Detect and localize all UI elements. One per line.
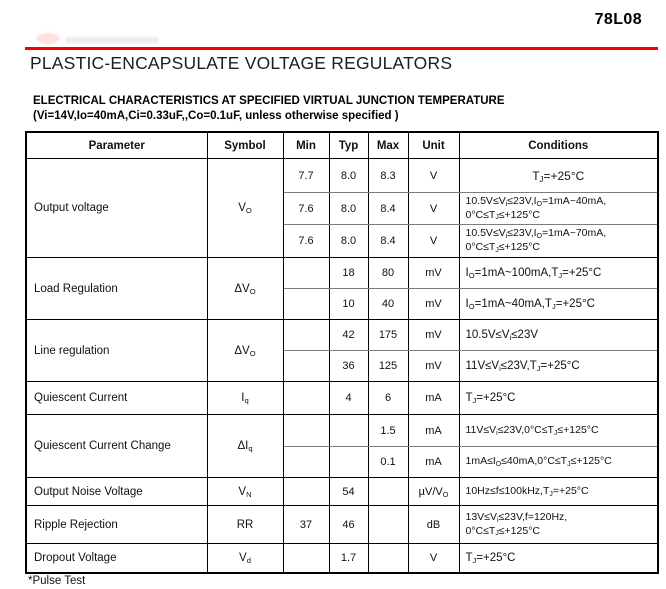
column-header-parameter: Parameter (26, 132, 207, 159)
typ-cell: 18 (329, 258, 368, 289)
min-cell: 7.6 (283, 225, 329, 258)
unit-cell: dB (408, 506, 459, 544)
min-cell (283, 447, 329, 478)
typ-cell: 8.0 (329, 225, 368, 258)
unit-cell: $\mu V/V_O$ (408, 478, 459, 506)
part-number: 78L08 (594, 11, 642, 28)
typ-cell: 8.0 (329, 159, 368, 193)
typ-cell: 54 (329, 478, 368, 506)
column-header-max: Max (368, 132, 408, 159)
conditions-cell: $11V\le V_i\le 23V,0^\circ C\le T_J\le+125^\circ C$ (459, 415, 658, 447)
max-cell: 0.1 (368, 447, 408, 478)
unit-cell: V (408, 544, 459, 573)
parameter-cell: Output Noise Voltage (26, 478, 207, 506)
column-header-unit: Unit (408, 132, 459, 159)
parameter-cell: Dropout Voltage (26, 544, 207, 573)
symbol-cell: $V_d$ (207, 544, 283, 573)
min-cell (283, 289, 329, 320)
parameter-cell: Line regulation (26, 320, 207, 382)
table-row (26, 382, 658, 415)
unit-cell: V (408, 225, 459, 258)
min-cell (283, 478, 329, 506)
unit-cell: mV (408, 258, 459, 289)
unit-cell: mA (408, 382, 459, 415)
min-cell (283, 320, 329, 351)
max-cell (368, 506, 408, 544)
parameter-cell: Ripple Rejection (26, 506, 207, 544)
typ-cell: 1.7 (329, 544, 368, 573)
logo-text-ghost (66, 37, 158, 43)
symbol-cell: $\Delta V_O$ (207, 320, 283, 382)
table-row (26, 506, 658, 544)
typ-cell (329, 415, 368, 447)
conditions-cell: $T_J=+25^\circ C$ (459, 159, 658, 193)
section-subheading: (Vi=14V,Io=40mA,Ci=0.33uF,,Co=0.1uF, unless otherwise specified ) (33, 110, 399, 122)
conditions-cell: $10.5V\le V_i\le 23V,I_O=1mA\sim 40mA$, $0^\circ C\le T_J\le+125^\circ C$ (459, 193, 658, 225)
typ-cell (329, 447, 368, 478)
conditions-cell: $11V\le V_i\le 23V,T_J=+25^\circ C$ (459, 351, 658, 382)
conditions-cell: $10.5V\le V_i\le 23V,I_O=1mA\sim 70mA$, $0^\circ C\le T_J\le+125^\circ C$ (459, 225, 658, 258)
max-cell (368, 478, 408, 506)
column-header-conditions: Conditions (459, 132, 658, 159)
typ-cell: 36 (329, 351, 368, 382)
symbol-cell: $\Delta I_q$ (207, 415, 283, 478)
conditions-cell: $1mA\le I_O\le 40mA,0^\circ C\le T_J\le+125^\circ C$ (459, 447, 658, 478)
typ-cell: 4 (329, 382, 368, 415)
max-cell: 175 (368, 320, 408, 351)
unit-cell: mV (408, 320, 459, 351)
max-cell: 125 (368, 351, 408, 382)
min-cell: 7.7 (283, 159, 329, 193)
logo-mark-icon (36, 33, 60, 44)
max-cell: 40 (368, 289, 408, 320)
max-cell: 8.4 (368, 225, 408, 258)
table-row (26, 478, 658, 506)
unit-cell: V (408, 159, 459, 193)
column-header-typ: Typ (329, 132, 368, 159)
table-row (26, 415, 658, 447)
unit-cell: mV (408, 289, 459, 320)
unit-cell: mA (408, 415, 459, 447)
header-divider-rule (25, 47, 658, 50)
max-cell: 6 (368, 382, 408, 415)
table-row (26, 159, 658, 193)
max-cell: 8.4 (368, 193, 408, 225)
typ-cell: 10 (329, 289, 368, 320)
parameter-cell: Quiescent Current (26, 382, 207, 415)
min-cell: 37 (283, 506, 329, 544)
unit-cell: V (408, 193, 459, 225)
min-cell (283, 351, 329, 382)
conditions-cell: $T_J=+25^\circ C$ (459, 382, 658, 415)
electrical-characteristics-table (25, 131, 659, 574)
pulse-test-footnote: *Pulse Test (28, 575, 86, 587)
min-cell (283, 382, 329, 415)
conditions-cell: $I_O=1mA\sim 100mA,T_J=+25^\circ C$ (459, 258, 658, 289)
typ-cell: 46 (329, 506, 368, 544)
max-cell: 1.5 (368, 415, 408, 447)
parameter-cell: Output voltage (26, 159, 207, 258)
min-cell (283, 258, 329, 289)
min-cell (283, 544, 329, 573)
min-cell: 7.6 (283, 193, 329, 225)
max-cell (368, 544, 408, 573)
typ-cell: 8.0 (329, 193, 368, 225)
conditions-cell: $13V\le V_i\le 23V,f=120Hz$, $0^\circ C\le T_J\le+125^\circ C$ (459, 506, 658, 544)
conditions-cell: $I_O=1mA\sim 40mA,T_J=+25^\circ C$ (459, 289, 658, 320)
conditions-cell: $T_J=+25^\circ C$ (459, 544, 658, 573)
symbol-cell: $\Delta V_O$ (207, 258, 283, 320)
section-heading: ELECTRICAL CHARACTERISTICS AT SPECIFIED VIRTUAL JUNCTION TEMPERATURE (33, 95, 505, 107)
table-row (26, 544, 658, 573)
column-header-symbol: Symbol (207, 132, 283, 159)
max-cell: 8.3 (368, 159, 408, 193)
typ-cell: 42 (329, 320, 368, 351)
parameter-cell: Load Regulation (26, 258, 207, 320)
table-header-row (26, 132, 658, 159)
symbol-cell: $V_N$ (207, 478, 283, 506)
table-row (26, 258, 658, 289)
table-row (26, 320, 658, 351)
page-title: PLASTIC-ENCAPSULATE VOLTAGE REGULATORS (30, 53, 453, 73)
min-cell (283, 415, 329, 447)
max-cell: 80 (368, 258, 408, 289)
conditions-cell: $10.5V\le V_i\le 23V$ (459, 320, 658, 351)
unit-cell: mA (408, 447, 459, 478)
symbol-cell: $I_q$ (207, 382, 283, 415)
symbol-cell: RR (207, 506, 283, 544)
symbol-cell: $V_O$ (207, 159, 283, 258)
unit-cell: mV (408, 351, 459, 382)
conditions-cell: $10Hz\le f\le 100kHz,T_J=+25^\circ C$ (459, 478, 658, 506)
parameter-cell: Quiescent Current Change (26, 415, 207, 478)
column-header-min: Min (283, 132, 329, 159)
